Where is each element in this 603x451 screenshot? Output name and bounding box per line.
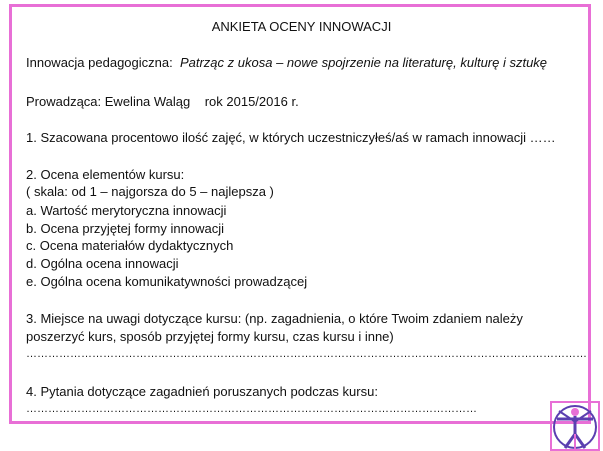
school-year: rok 2015/2016 r.	[204, 94, 299, 109]
leader-name: Prowadząca: Ewelina Waląg	[26, 94, 191, 109]
list-item: a. Wartość merytoryczna innowacji	[26, 203, 227, 218]
vitruvian-logo-icon	[550, 401, 600, 451]
question-3-line1: 3. Miejsce na uwagi dotyczące kursu: (np. zagadnienia, o które Twoim zdaniem należy	[26, 311, 523, 326]
question-1: 1. Szacowana procentowo ilość zajęć, w których uczestniczyłeś/aś w ramach innowacji ……	[26, 130, 556, 145]
question-3-line2: poszerzyć kurs, sposób przyjętej formy kursu, czas kursu i inne)	[26, 329, 394, 344]
list-item: d. Ogólna ocena innowacji	[26, 256, 179, 271]
list-item: e. Ogólna ocena komunikatywności prowadzącej	[26, 274, 308, 289]
question-4-answer-field[interactable]: ……………………………………………………………………………………………………………	[26, 403, 477, 415]
list-item: c. Ocena materiałów dydaktycznych	[26, 238, 234, 253]
question-2-heading: 2. Ocena elementów kursu:	[26, 167, 185, 182]
question-3-answer-field[interactable]: ………………………………………………………………………………………………………………………………………	[26, 348, 587, 360]
innovation-line	[26, 54, 547, 71]
question-2-scale: ( skala: od 1 – najgorsza do 5 – najlepsza )	[26, 184, 274, 199]
survey-title: ANKIETA OCENY INNOWACJI	[211, 19, 392, 34]
question-4: 4. Pytania dotyczące zagadnień poruszanych podczas kursu:	[26, 384, 378, 399]
list-item: b. Ocena przyjętej formy innowacji	[26, 221, 224, 236]
innovation-title: Patrząc z ukosa – nowe spojrzenie na literaturę, kulturę i sztukę	[179, 55, 548, 70]
leader-line	[26, 93, 299, 110]
innovation-label: Innowacja pedagogiczna:	[26, 55, 173, 70]
